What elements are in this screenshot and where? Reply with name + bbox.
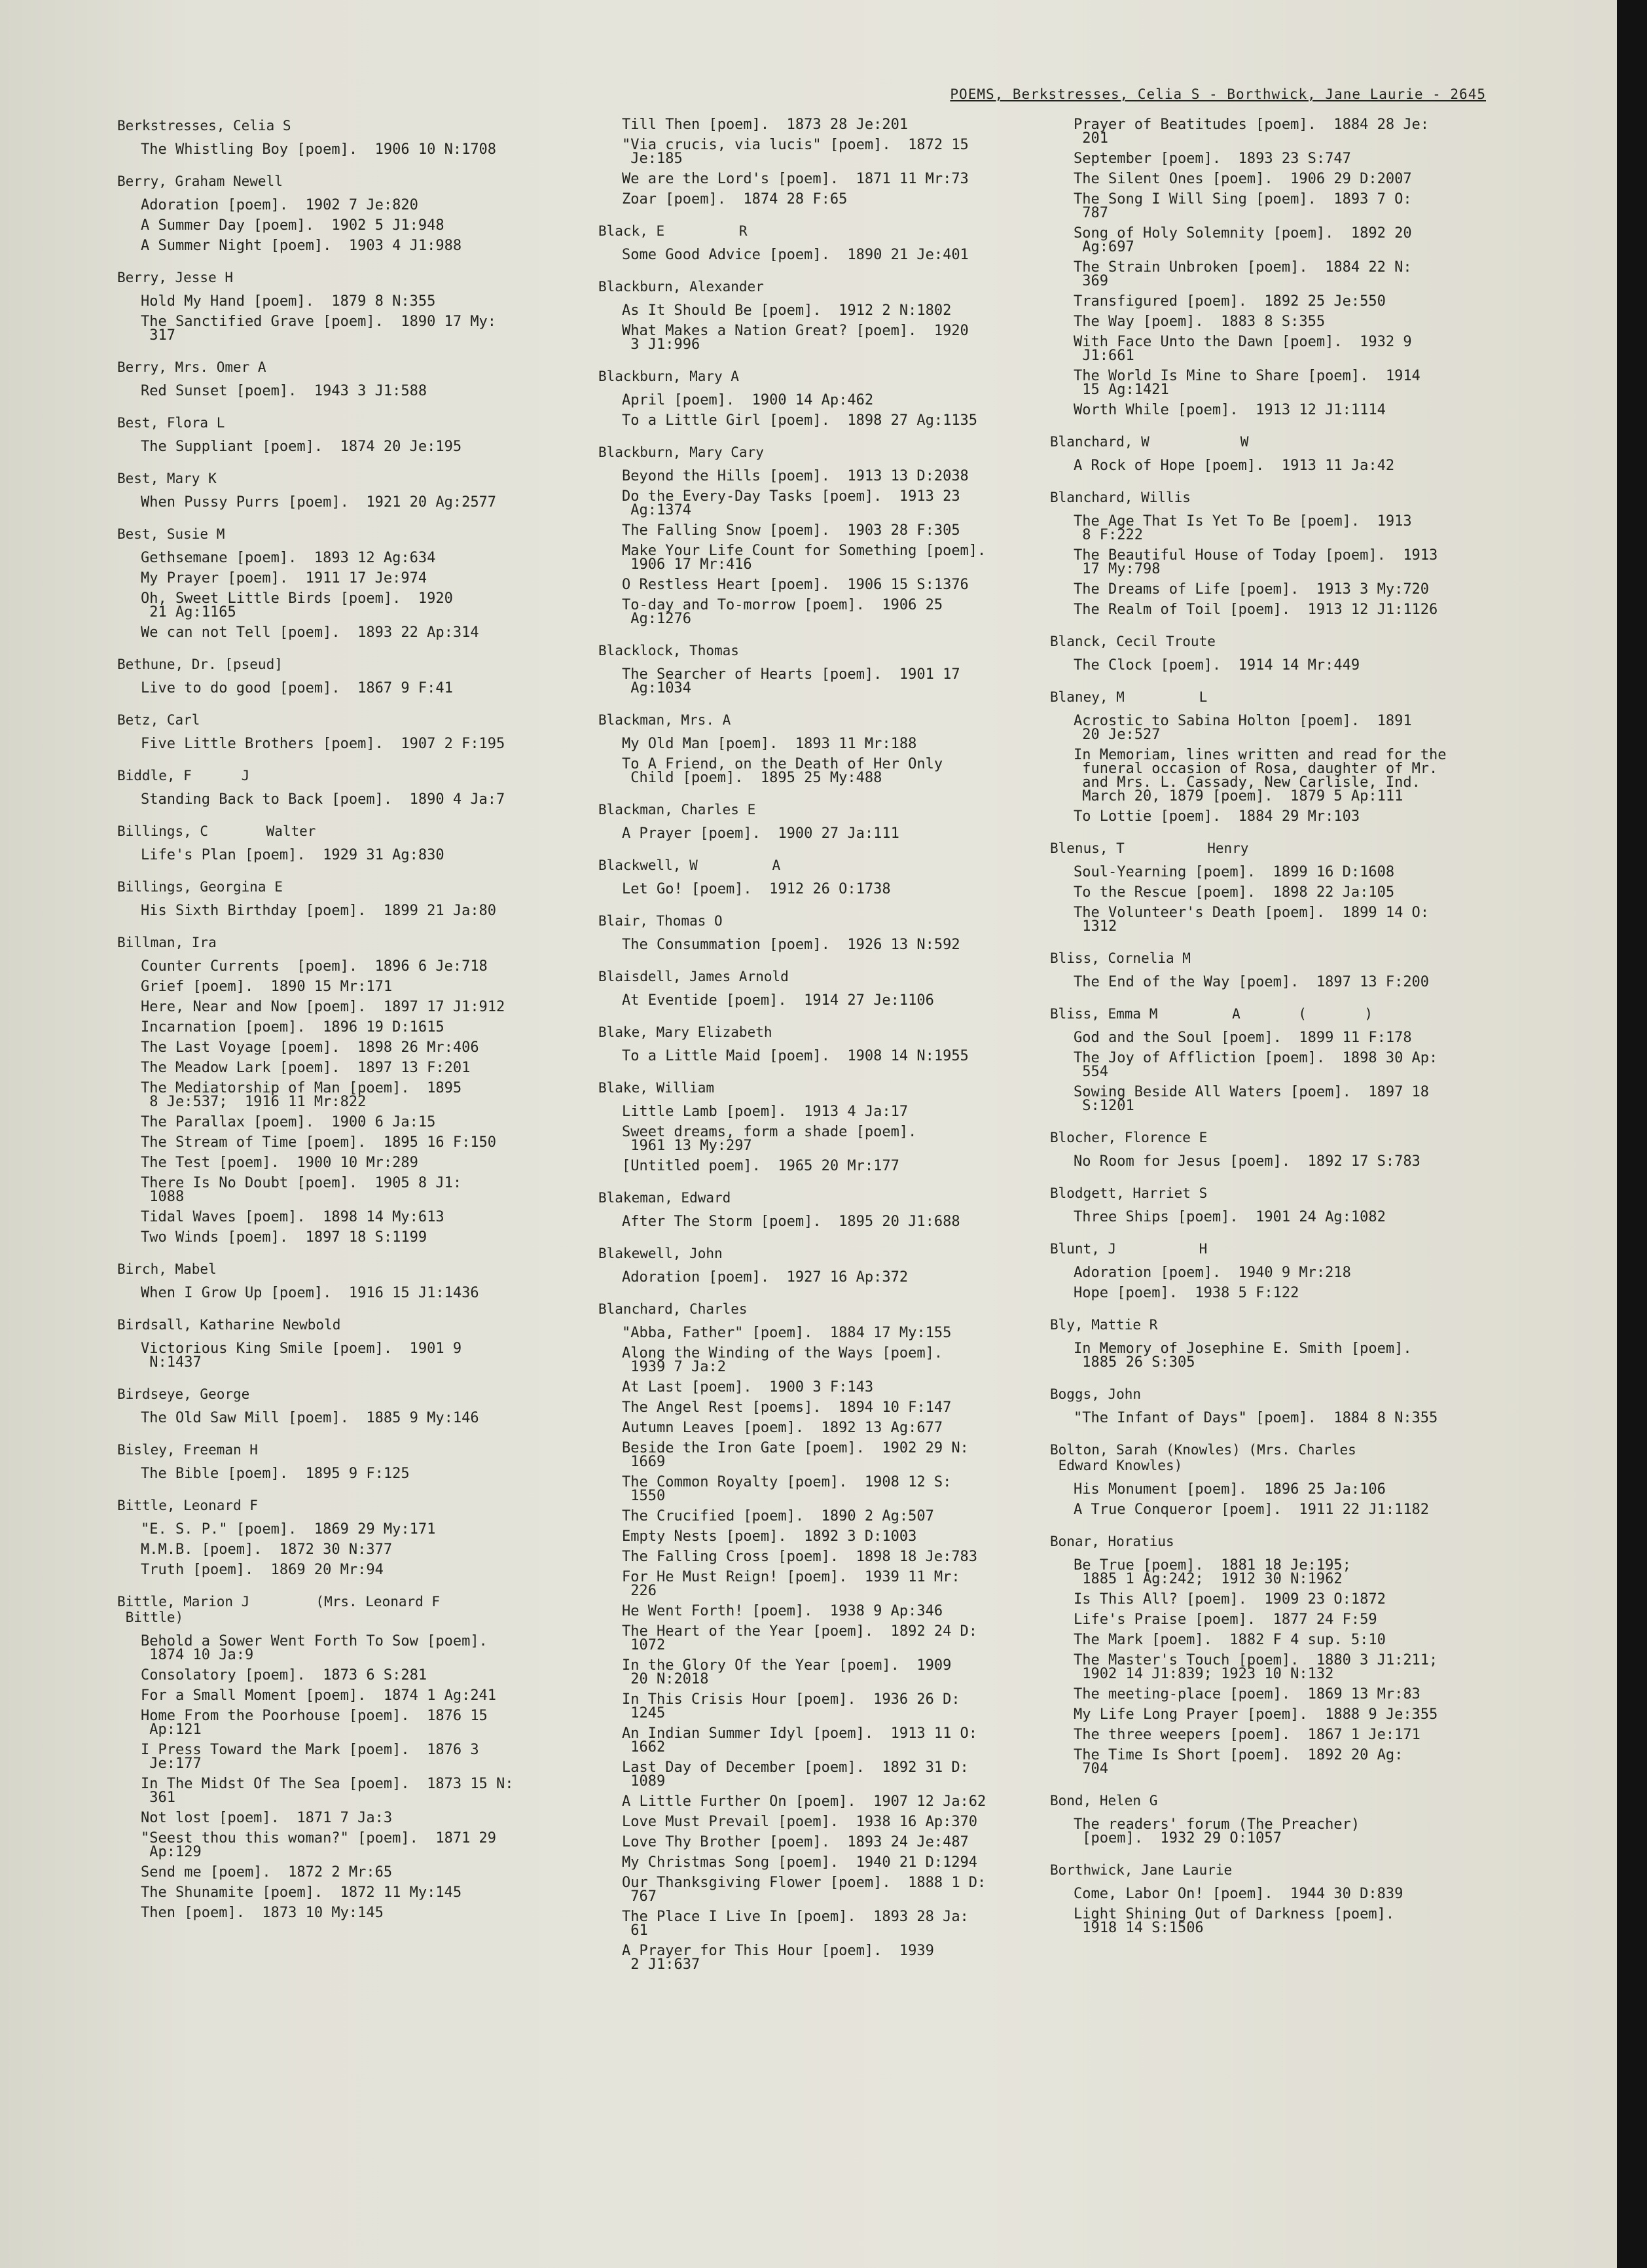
author-name: Berry, Jesse H bbox=[117, 270, 234, 285]
author-name: Biddle, F J bbox=[117, 768, 250, 783]
work-citation: A Little Further On [poem]. 1907 12 Ja:62 bbox=[622, 1793, 986, 1810]
work-citation: To a Little Girl [poem]. 1898 27 Ag:1135 bbox=[622, 412, 978, 429]
work-citation: "Via crucis, via lucis" [poem]. 1872 15 Je:185 bbox=[622, 137, 969, 167]
author-name: Blakeman, Edward bbox=[598, 1190, 731, 1206]
work-citation: Counter Currents [poem]. 1896 6 Je:718 bbox=[141, 958, 488, 975]
author-name: Blodgett, Harriet S bbox=[1050, 1185, 1208, 1201]
index-entry bbox=[589, 913, 1047, 952]
work-citation: Till Then [poem]. 1873 28 Je:201 bbox=[622, 117, 909, 133]
work-citation: The Consummation [poem]. 1926 13 N:592 bbox=[622, 937, 960, 953]
work-citation: The Common Royalty [poem]. 1908 12 S: 1550 bbox=[622, 1474, 952, 1504]
work-citation: My Christmas Song [poem]. 1940 21 D:1294 bbox=[622, 1854, 978, 1871]
work-citation: Here, Near and Now [poem]. 1897 17 J1:912 bbox=[141, 999, 505, 1015]
work-citation: The Way [poem]. 1883 8 S:355 bbox=[1074, 314, 1326, 330]
index-entry bbox=[1041, 634, 1499, 672]
index-entry bbox=[108, 526, 566, 639]
index-entry bbox=[1041, 1534, 1499, 1776]
work-citation: Adoration [poem]. 1940 9 Mr:218 bbox=[1074, 1265, 1351, 1281]
author-name: Birdseye, George bbox=[117, 1386, 250, 1402]
work-citation: The Clock [poem]. 1914 14 Mr:449 bbox=[1074, 657, 1360, 674]
work-citation: Send me [poem]. 1872 2 Mr:65 bbox=[141, 1864, 393, 1881]
work-citation: A Summer Day [poem]. 1902 5 J1:948 bbox=[141, 217, 444, 234]
work-citation: "Seest thou this woman?" [poem]. 1871 29 Ap:129 bbox=[141, 1830, 497, 1860]
work-citation: The Joy of Affliction [poem]. 1898 30 Ap: 554 bbox=[1074, 1050, 1438, 1080]
index-entry bbox=[1041, 1185, 1499, 1224]
work-citation: To Lottie [poem]. 1884 29 Mr:103 bbox=[1074, 808, 1360, 825]
author-name: Birdsall, Katharine Newbold bbox=[117, 1317, 341, 1333]
work-citation: The Mediatorship of Man [poem]. 1895 8 Je:537; 1916 11 Mr:822 bbox=[141, 1080, 462, 1110]
work-citation: Make Your Life Count for Something [poem]. 1906 17 Mr:416 bbox=[622, 543, 986, 573]
author-name: Blanchard, Charles bbox=[598, 1301, 748, 1317]
work-citation: "Abba, Father" [poem]. 1884 17 My:155 bbox=[622, 1325, 952, 1341]
work-citation: To a Little Maid [poem]. 1908 14 N:1955 bbox=[622, 1048, 969, 1064]
work-citation: Prayer of Beatitudes [poem]. 1884 28 Je: 201 bbox=[1074, 117, 1430, 147]
work-citation: Do the Every-Day Tasks [poem]. 1913 23 Ag:1374 bbox=[622, 488, 960, 518]
work-citation: Live to do good [poem]. 1867 9 F:41 bbox=[141, 680, 453, 696]
author-name: Blacklock, Thomas bbox=[598, 643, 739, 658]
work-citation: At Last [poem]. 1900 3 F:143 bbox=[622, 1379, 874, 1395]
work-citation: The Last Voyage [poem]. 1898 26 Mr:406 bbox=[141, 1039, 479, 1056]
work-citation: A Prayer for This Hour [poem]. 1939 2 J1:637 bbox=[622, 1943, 934, 1973]
author-name: Blaney, M L bbox=[1050, 689, 1208, 705]
work-citation: Life's Praise [poem]. 1877 24 F:59 bbox=[1074, 1611, 1377, 1628]
work-citation: Two Winds [poem]. 1897 18 S:1199 bbox=[141, 1229, 427, 1246]
work-citation: Tidal Waves [poem]. 1898 14 My:613 bbox=[141, 1209, 444, 1225]
work-citation: In This Crisis Hour [poem]. 1936 26 D: 1245 bbox=[622, 1691, 960, 1721]
index-entry bbox=[1041, 1130, 1499, 1168]
work-citation: Little Lamb [poem]. 1913 4 Ja:17 bbox=[622, 1104, 909, 1120]
index-entry bbox=[108, 359, 566, 398]
work-citation: For a Small Moment [poem]. 1874 1 Ag:241 bbox=[141, 1687, 497, 1704]
work-citation: Be True [poem]. 1881 18 Je:195; 1885 1 Ag:242; 1912 30 N:1962 bbox=[1074, 1557, 1351, 1587]
work-citation: The Falling Cross [poem]. 1898 18 Je:783 bbox=[622, 1549, 978, 1565]
index-entry bbox=[108, 712, 566, 751]
work-citation: The Place I Live In [poem]. 1893 28 Ja: 61 bbox=[622, 1909, 969, 1939]
index-entry bbox=[589, 857, 1047, 896]
work-citation: Five Little Brothers [poem]. 1907 2 F:195 bbox=[141, 736, 505, 752]
work-citation: In the Glory Of the Year [poem]. 1909 20 N:2018 bbox=[622, 1657, 952, 1687]
work-citation: With Face Unto the Dawn [poem]. 1932 9 J1:661 bbox=[1074, 334, 1412, 364]
work-citation: To A Friend, on the Death of Her Only Child [poem]. 1895 25 My:488 bbox=[622, 756, 943, 786]
index-entry bbox=[108, 1498, 566, 1577]
work-citation: Hope [poem]. 1938 5 F:122 bbox=[1074, 1285, 1299, 1301]
work-citation: Some Good Advice [poem]. 1890 21 Je:401 bbox=[622, 247, 969, 263]
work-citation: Adoration [poem]. 1902 7 Je:820 bbox=[141, 197, 418, 213]
index-entry bbox=[589, 643, 1047, 695]
author-name: Blackman, Mrs. A bbox=[598, 712, 731, 728]
work-citation: The Realm of Toil [poem]. 1913 12 J1:1126 bbox=[1074, 602, 1438, 618]
author-name: Berry, Mrs. Omer A bbox=[117, 359, 266, 375]
author-name: Blackburn, Mary A bbox=[598, 369, 739, 384]
index-entry bbox=[1041, 118, 1499, 417]
work-citation: The three weepers [poem]. 1867 1 Je:171 bbox=[1074, 1727, 1421, 1743]
work-citation: Home From the Poorhouse [poem]. 1876 15 Ap:121 bbox=[141, 1708, 488, 1738]
author-name: Bisley, Freeman H bbox=[117, 1442, 258, 1458]
work-citation: Soul-Yearning [poem]. 1899 16 D:1608 bbox=[1074, 864, 1395, 880]
author-name: Bittle, Leonard F bbox=[117, 1498, 258, 1513]
index-entry bbox=[108, 270, 566, 342]
index-entry bbox=[589, 369, 1047, 427]
index-entry bbox=[1041, 1442, 1499, 1517]
index-entry bbox=[108, 935, 566, 1244]
work-citation: Beyond the Hills [poem]. 1913 13 D:2038 bbox=[622, 468, 969, 484]
work-citation: After The Storm [poem]. 1895 20 J1:688 bbox=[622, 1214, 960, 1230]
index-entry bbox=[1041, 1793, 1499, 1845]
work-citation: "E. S. P." [poem]. 1869 29 My:171 bbox=[141, 1521, 436, 1538]
index-entry bbox=[589, 118, 1047, 206]
work-citation: Oh, Sweet Little Birds [poem]. 1920 21 Ag:1165 bbox=[141, 590, 453, 621]
work-citation: His Sixth Birthday [poem]. 1899 21 Ja:80 bbox=[141, 903, 497, 919]
work-citation: There Is No Doubt [poem]. 1905 8 J1: 1088 bbox=[141, 1175, 462, 1205]
work-citation: April [poem]. 1900 14 Ap:462 bbox=[622, 392, 874, 408]
work-citation: Is This All? [poem]. 1909 23 O:1872 bbox=[1074, 1591, 1386, 1608]
author-name: Blunt, J H bbox=[1050, 1241, 1208, 1257]
index-entry bbox=[108, 471, 566, 509]
work-citation: Hold My Hand [poem]. 1879 8 N:355 bbox=[141, 293, 436, 310]
author-name: Billman, Ira bbox=[117, 935, 217, 950]
author-name: Birch, Mabel bbox=[117, 1261, 217, 1277]
work-citation: Grief [poem]. 1890 15 Mr:171 bbox=[141, 979, 393, 995]
index-entry bbox=[108, 657, 566, 695]
work-citation: When I Grow Up [poem]. 1916 15 J1:1436 bbox=[141, 1285, 479, 1301]
work-citation: Love Thy Brother [poem]. 1893 24 Je:487 bbox=[622, 1834, 969, 1850]
work-citation: In The Midst Of The Sea [poem]. 1873 15 N: 361 bbox=[141, 1776, 514, 1806]
work-citation: Red Sunset [poem]. 1943 3 J1:588 bbox=[141, 383, 427, 399]
work-citation: Incarnation [poem]. 1896 19 D:1615 bbox=[141, 1019, 444, 1035]
work-citation: Victorious King Smile [poem]. 1901 9 N:1437 bbox=[141, 1341, 462, 1371]
author-name: Billings, Georgina E bbox=[117, 879, 283, 895]
author-name: Blackman, Charles E bbox=[598, 802, 756, 818]
author-name: Blackburn, Mary Cary bbox=[598, 444, 764, 460]
work-citation: Truth [poem]. 1869 20 Mr:94 bbox=[141, 1562, 384, 1578]
work-citation: Consolatory [poem]. 1873 6 S:281 bbox=[141, 1667, 427, 1683]
column-2 bbox=[589, 118, 1047, 1989]
author-name: Blake, William bbox=[598, 1080, 715, 1096]
index-entry bbox=[1041, 689, 1499, 823]
work-citation: His Monument [poem]. 1896 25 Ja:106 bbox=[1074, 1481, 1386, 1498]
work-citation: O Restless Heart [poem]. 1906 15 S:1376 bbox=[622, 577, 969, 593]
index-entry bbox=[108, 1594, 566, 1920]
author-name: Best, Mary K bbox=[117, 471, 217, 486]
work-citation: Autumn Leaves [poem]. 1892 13 Ag:677 bbox=[622, 1420, 943, 1436]
index-entry bbox=[108, 823, 566, 862]
work-citation: The Meadow Lark [poem]. 1897 13 F:201 bbox=[141, 1060, 471, 1076]
author-name: Bolton, Sarah (Knowles) (Mrs. Charles Edward Knowles) bbox=[1050, 1442, 1356, 1473]
work-citation: Three Ships [poem]. 1901 24 Ag:1082 bbox=[1074, 1209, 1386, 1225]
author-name: Best, Flora L bbox=[117, 415, 225, 431]
index-entry bbox=[1041, 1317, 1499, 1369]
work-citation: Adoration [poem]. 1927 16 Ap:372 bbox=[622, 1269, 909, 1286]
work-citation: Transfigured [poem]. 1892 25 Je:550 bbox=[1074, 293, 1386, 310]
index-entry bbox=[589, 1246, 1047, 1284]
work-citation: The Mark [poem]. 1882 F 4 sup. 5:10 bbox=[1074, 1632, 1386, 1648]
work-citation: The Stream of Time [poem]. 1895 16 F:150 bbox=[141, 1134, 497, 1151]
work-citation: The Volunteer's Death [poem]. 1899 14 O: 1312 bbox=[1074, 905, 1430, 935]
author-name: Boggs, John bbox=[1050, 1386, 1142, 1402]
work-citation: Gethsemane [poem]. 1893 12 Ag:634 bbox=[141, 550, 436, 566]
index-entry bbox=[108, 768, 566, 806]
author-name: Blanchard, Willis bbox=[1050, 490, 1191, 505]
running-header: POEMS, Berkstresses, Celia S - Borthwick, Jane Laurie - 2645 bbox=[950, 86, 1486, 102]
author-name: Berkstresses, Celia S bbox=[117, 118, 291, 134]
index-entry bbox=[108, 173, 566, 253]
work-citation: The Parallax [poem]. 1900 6 Ja:15 bbox=[141, 1114, 436, 1130]
work-citation: Worth While [poem]. 1913 12 J1:1114 bbox=[1074, 402, 1386, 418]
author-name: Blaisdell, James Arnold bbox=[598, 969, 789, 984]
work-citation: As It Should Be [poem]. 1912 2 N:1802 bbox=[622, 302, 952, 319]
index-entry bbox=[108, 1261, 566, 1300]
work-citation: A Summer Night [poem]. 1903 4 J1:988 bbox=[141, 238, 462, 254]
index-entry bbox=[589, 279, 1047, 351]
work-citation: I Press Toward the Mark [poem]. 1876 3 Je:177 bbox=[141, 1742, 479, 1772]
work-citation: Life's Plan [poem]. 1929 31 Ag:830 bbox=[141, 847, 444, 863]
index-entry bbox=[589, 223, 1047, 262]
index-entry bbox=[108, 1442, 566, 1481]
work-citation: The meeting-place [poem]. 1869 13 Mr:83 bbox=[1074, 1686, 1421, 1702]
work-citation: Zoar [poem]. 1874 28 F:65 bbox=[622, 191, 848, 207]
work-citation: A Prayer [poem]. 1900 27 Ja:111 bbox=[622, 825, 899, 842]
index-entry bbox=[1041, 840, 1499, 933]
work-citation: The Angel Rest [poems]. 1894 10 F:147 bbox=[622, 1399, 952, 1416]
index-entry bbox=[589, 1190, 1047, 1229]
work-citation: The Heart of the Year [poem]. 1892 24 D: 1072 bbox=[622, 1623, 978, 1653]
index-entry bbox=[589, 1024, 1047, 1063]
work-citation: Standing Back to Back [poem]. 1890 4 Ja:7 bbox=[141, 791, 505, 808]
index-entry bbox=[589, 969, 1047, 1007]
work-citation: The Falling Snow [poem]. 1903 28 F:305 bbox=[622, 522, 960, 539]
work-citation: The Whistling Boy [poem]. 1906 10 N:1708 bbox=[141, 141, 497, 158]
author-name: Blackwell, W A bbox=[598, 857, 781, 873]
author-name: Black, E R bbox=[598, 223, 748, 239]
work-citation: The Beautiful House of Today [poem]. 1913 17 My:798 bbox=[1074, 547, 1438, 577]
work-citation: The Bible [poem]. 1895 9 F:125 bbox=[141, 1466, 410, 1482]
index-entry bbox=[108, 415, 566, 454]
author-name: Blenus, T Henry bbox=[1050, 840, 1249, 856]
author-name: Berry, Graham Newell bbox=[117, 173, 283, 189]
index-entry bbox=[589, 1301, 1047, 1971]
work-citation: Along the Winding of the Ways [poem]. 1939 7 Ja:2 bbox=[622, 1345, 943, 1375]
work-citation: "The Infant of Days" [poem]. 1884 8 N:355 bbox=[1074, 1410, 1438, 1426]
work-citation: The Master's Touch [poem]. 1880 3 J1:211; 1902 14 J1:839; 1923 10 N:132 bbox=[1074, 1652, 1438, 1682]
work-citation: Beside the Iron Gate [poem]. 1902 29 N: 1669 bbox=[622, 1440, 969, 1470]
index-entry bbox=[1041, 950, 1499, 989]
work-citation: What Makes a Nation Great? [poem]. 1920 3 J1:996 bbox=[622, 323, 969, 353]
work-citation: Last Day of December [poem]. 1892 31 D: 1089 bbox=[622, 1759, 969, 1790]
index-entry bbox=[1041, 1241, 1499, 1300]
work-citation: M.M.B. [poem]. 1872 30 N:377 bbox=[141, 1541, 393, 1558]
work-citation: We are the Lord's [poem]. 1871 11 Mr:73 bbox=[622, 171, 969, 187]
author-name: Bittle, Marion J (Mrs. Leonard F Bittle) bbox=[117, 1594, 441, 1625]
author-name: Betz, Carl bbox=[117, 712, 200, 728]
work-citation: The Sanctified Grave [poem]. 1890 17 My: 317 bbox=[141, 314, 497, 344]
index-entry bbox=[1041, 1862, 1499, 1935]
work-citation: Our Thanksgiving Flower [poem]. 1888 1 D: 767 bbox=[622, 1875, 986, 1905]
index-entry bbox=[589, 1080, 1047, 1173]
work-citation: Sowing Beside All Waters [poem]. 1897 18 S:1201 bbox=[1074, 1084, 1430, 1114]
work-citation: An Indian Summer Idyl [poem]. 1913 11 O: 1662 bbox=[622, 1725, 978, 1755]
index-entry bbox=[589, 802, 1047, 840]
work-citation: Then [poem]. 1873 10 My:145 bbox=[141, 1905, 384, 1921]
work-citation: [Untitled poem]. 1965 20 Mr:177 bbox=[622, 1158, 899, 1174]
work-citation: A True Conqueror [poem]. 1911 22 J1:1182 bbox=[1074, 1502, 1430, 1518]
work-citation: Light Shining Out of Darkness [poem]. 1918 14 S:1506 bbox=[1074, 1906, 1395, 1936]
work-citation: The Crucified [poem]. 1890 2 Ag:507 bbox=[622, 1508, 934, 1524]
work-citation: My Prayer [poem]. 1911 17 Je:974 bbox=[141, 570, 427, 586]
work-citation: He Went Forth! [poem]. 1938 9 Ap:346 bbox=[622, 1603, 943, 1619]
index-entry bbox=[108, 879, 566, 918]
work-citation: The Song I Will Sing [poem]. 1893 7 O: 787 bbox=[1074, 191, 1412, 221]
author-name: Bonar, Horatius bbox=[1050, 1534, 1174, 1549]
author-name: Blanck, Cecil Troute bbox=[1050, 634, 1216, 649]
work-citation: No Room for Jesus [poem]. 1892 17 S:783 bbox=[1074, 1153, 1421, 1170]
work-citation: My Life Long Prayer [poem]. 1888 9 Je:355 bbox=[1074, 1706, 1438, 1723]
work-citation: A Rock of Hope [poem]. 1913 11 Ja:42 bbox=[1074, 458, 1395, 474]
index-entry bbox=[108, 118, 566, 156]
work-citation: The Shunamite [poem]. 1872 11 My:145 bbox=[141, 1884, 462, 1901]
author-name: Blackburn, Alexander bbox=[598, 279, 764, 295]
work-citation: In Memory of Josephine E. Smith [poem]. 1885 26 S:305 bbox=[1074, 1341, 1412, 1371]
work-citation: Song of Holy Solemnity [poem]. 1892 20 Ag:697 bbox=[1074, 225, 1412, 255]
author-name: Borthwick, Jane Laurie bbox=[1050, 1862, 1233, 1878]
author-name: Bliss, Cornelia M bbox=[1050, 950, 1191, 966]
work-citation: The Strain Unbroken [poem]. 1884 22 N: 369 bbox=[1074, 259, 1412, 289]
work-citation: To-day and To-morrow [poem]. 1906 25 Ag:1276 bbox=[622, 597, 943, 627]
work-citation: At Eventide [poem]. 1914 27 Je:1106 bbox=[622, 992, 934, 1009]
author-name: Blair, Thomas O bbox=[598, 913, 723, 929]
index-entry bbox=[589, 712, 1047, 785]
index-entry bbox=[1041, 1386, 1499, 1425]
index-entry bbox=[1041, 1006, 1499, 1113]
author-name: Bly, Mattie R bbox=[1050, 1317, 1158, 1333]
work-citation: Let Go! [poem]. 1912 26 O:1738 bbox=[622, 881, 891, 897]
work-citation: My Old Man [poem]. 1893 11 Mr:188 bbox=[622, 736, 917, 752]
author-name: Billings, C Walter bbox=[117, 823, 316, 839]
work-citation: The Test [poem]. 1900 10 Mr:289 bbox=[141, 1155, 418, 1171]
scan-edge bbox=[1617, 0, 1647, 2268]
author-name: Best, Susie M bbox=[117, 526, 225, 542]
work-citation: The End of the Way [poem]. 1897 13 F:200 bbox=[1074, 974, 1430, 990]
work-citation: The Old Saw Mill [poem]. 1885 9 My:146 bbox=[141, 1410, 479, 1426]
work-citation: The Searcher of Hearts [poem]. 1901 17 Ag:1034 bbox=[622, 666, 960, 696]
work-citation: God and the Soul [poem]. 1899 11 F:178 bbox=[1074, 1030, 1412, 1046]
author-name: Blakewell, John bbox=[598, 1246, 723, 1261]
work-citation: September [poem]. 1893 23 S:747 bbox=[1074, 151, 1351, 167]
index-entry bbox=[1041, 434, 1499, 473]
work-citation: In Memoriam, lines written and read for the funeral occasion of Rosa, daughter of Mr. and Mrs. L. Cassady, New Carlisle, Ind. March 20, 1879 [poem]. 1879 5 Ap:111 bbox=[1074, 747, 1447, 804]
author-name: Bliss, Emma M A ( ) bbox=[1050, 1006, 1373, 1022]
work-citation: Come, Labor On! [poem]. 1944 30 D:839 bbox=[1074, 1886, 1403, 1902]
work-citation: The Age That Is Yet To Be [poem]. 1913 8 F:222 bbox=[1074, 513, 1412, 543]
author-name: Blocher, Florence E bbox=[1050, 1130, 1208, 1145]
work-citation: We can not Tell [poem]. 1893 22 Ap:314 bbox=[141, 624, 479, 641]
work-citation: The Suppliant [poem]. 1874 20 Je:195 bbox=[141, 439, 462, 455]
column-1 bbox=[108, 118, 566, 1937]
work-citation: Empty Nests [poem]. 1892 3 D:1003 bbox=[622, 1528, 917, 1545]
work-citation: Love Must Prevail [poem]. 1938 16 Ap:370 bbox=[622, 1814, 978, 1830]
author-name: Blanchard, W W bbox=[1050, 434, 1249, 450]
work-citation: The Dreams of Life [poem]. 1913 3 My:720 bbox=[1074, 581, 1430, 598]
work-citation: When Pussy Purrs [poem]. 1921 20 Ag:2577 bbox=[141, 494, 497, 511]
author-name: Blake, Mary Elizabeth bbox=[598, 1024, 772, 1040]
work-citation: Behold a Sower Went Forth To Sow [poem]. 1874 10 Ja:9 bbox=[141, 1633, 488, 1663]
index-entry bbox=[1041, 490, 1499, 617]
author-name: Bond, Helen G bbox=[1050, 1793, 1158, 1809]
index-entry bbox=[108, 1386, 566, 1425]
work-citation: The World Is Mine to Share [poem]. 1914 15 Ag:1421 bbox=[1074, 368, 1421, 398]
author-name: Bethune, Dr. [pseud] bbox=[117, 657, 283, 672]
work-citation: The Silent Ones [poem]. 1906 29 D:2007 bbox=[1074, 171, 1412, 187]
index-entry bbox=[589, 444, 1047, 626]
column-3 bbox=[1041, 118, 1499, 1952]
work-citation: Not lost [poem]. 1871 7 Ja:3 bbox=[141, 1810, 393, 1826]
work-citation: The readers' forum (The Preacher) [poem]. 1932 29 O:1057 bbox=[1074, 1816, 1360, 1846]
work-citation: Acrostic to Sabina Holton [poem]. 1891 20 Je:527 bbox=[1074, 713, 1412, 743]
work-citation: Sweet dreams, form a shade [poem]. 1961 13 My:297 bbox=[622, 1124, 917, 1154]
work-citation: For He Must Reign! [poem]. 1939 11 Mr: 226 bbox=[622, 1569, 960, 1599]
work-citation: To the Rescue [poem]. 1898 22 Ja:105 bbox=[1074, 884, 1395, 901]
work-citation: The Time Is Short [poem]. 1892 20 Ag: 704 bbox=[1074, 1747, 1403, 1777]
index-entry bbox=[108, 1317, 566, 1369]
